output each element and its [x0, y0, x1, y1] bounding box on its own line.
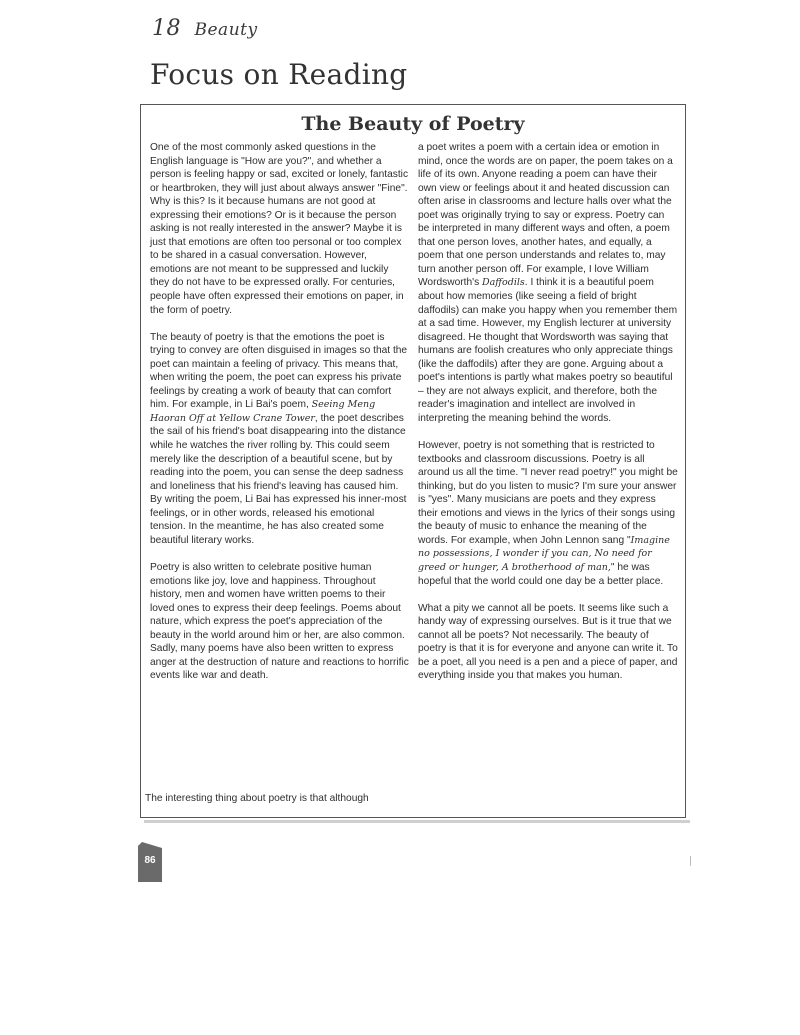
paragraph-5 — [418, 439, 678, 588]
paragraph-4-start: The interesting thing about poetry is that although — [145, 793, 369, 804]
poem-title-daffodils: Daffodils — [482, 277, 525, 289]
paragraph-5-text-b: " he was hopeful that the world could one day be a better place. — [418, 561, 664, 587]
box-bottom-shadow — [144, 820, 690, 823]
paragraph-1: One of the most commonly asked questions in the English language is "How are you?", and whether a person is feeling happy or sad, excited or lonely, fantastic or heartbroken, they will just about always answer "Fine". Why is this? Is it because humans are not good at expressing their emotions? Or is it because the person asking is not really interested in the answer? Maybe it is just that emotions are often too personal or too complex to be shared in a casual conversation. However, emotions are not meant to be suppressed and luckily they do not have to be expressed orally. For centuries, people have often expressed their emotions on paper, in the form of poetry. — [150, 142, 409, 316]
left-column — [150, 141, 410, 696]
paragraph-4-text-a: a poet writes a poem with a certain idea or emotion in mind, once the words are on paper, the poem takes on a life of its own. Anyone reading a poem can have their own view or feelings about it and heated discussion can often arise in classrooms and lecture halls over what the poet was originally trying to say or express. Poetry can be interpreted in many different ways and often, a poem that one person loves, another hates, and equally, a poem that one person understands and relates to, may turn another person off. For example, I love William Wordsworth's — [418, 142, 673, 289]
paragraph-2-text-a: The beauty of poetry is that the emotions the poet is trying to convey are often disguised in images so that the poet can maintain a feeling of privacy. This means that, when writing the poem, the poet can express his private feelings by creating a work of beauty that can comfort him. For example, in Li Bai's poem, — [150, 331, 408, 411]
paragraph-2-text-b: , the poet describes the sail of his friend's boat disappearing into the distance while he watches the river rolling by. This could seem merely like the description of a beautiful scene, but by reading into the poem, you can sense the deep sadness and loneliness that his friend's leaving has caused him. By writing the poem, Li Bai has expressed his inner-most feelings, or in other words, released his emotional tension. In the meantime, he has also created some beautiful literary works. — [150, 412, 407, 546]
article-title: The Beauty of Poetry — [301, 113, 525, 135]
song-lyric: Imagine no possessions, I wonder if you can, No need for greed or hunger, A brotherhood of man, — [418, 534, 670, 573]
right-column — [418, 141, 678, 696]
article-box — [140, 104, 686, 818]
paragraph-6: What a pity we cannot all be poets. It seems like such a handy way of expressing ourselves. But is it true that we cannot all be poets? Not necessarily. The beauty of poetry is that it is for everyone and anyone can write it. To be a poet, all you need is a pen and a piece of paper, and everything inside you that makes you human. — [418, 602, 678, 682]
edge-mark — [690, 856, 691, 866]
paragraph-2 — [150, 331, 410, 548]
section-title: Focus on Reading — [150, 58, 408, 91]
poem-title-li-bai: Seeing Meng Haoran Off at Yellow Crane Tower — [150, 399, 376, 424]
running-head — [152, 16, 258, 41]
chapter-number: 18 — [152, 16, 181, 41]
chapter-word: Beauty — [194, 20, 258, 40]
page-number: 86 — [144, 855, 156, 866]
paragraph-4-text-b: . I think it is a beautiful poem about how memories (like seeing a field of bright daffodils) can make you happy when you remember them at a sad time. However, my English lecturer at university disagreed. He thought that Wordsworth was saying that humans are foolish creatures who only appreciate things (like the daffodils) after they are gone. Arguing about a poet's intentions is partly what makes poetry so beautiful – they are not always explicit, and therefore, both the reader's imagination and intellect are involved in interpreting the meaning behind the words. — [418, 277, 678, 424]
paragraph-3: Poetry is also written to celebrate positive human emotions like joy, love and happiness. Throughout history, men and women have written poems to their loved ones to express their deep feelings. Poems about nature, which express the poet's appreciation of the beauty in the world around him or her, are also common. Sadly, many poems have also been written to express anger at the destruction of nature and reactions to horrific events like war and death. — [150, 561, 409, 682]
paragraph-4-cont — [418, 141, 678, 425]
paragraph-5-text-a: However, poetry is not something that is restricted to textbooks and classroom discussions. Poetry is all around us all the time. "I never read poetry!" you might be thinking, but do you listen to music? I'm sure your answer is "yes". Many musicians are poets and they express their emotions and views in the lyrics of their songs using the beauty of music to enhance the meaning of the words. For example, when John Lennon sang " — [418, 440, 678, 546]
